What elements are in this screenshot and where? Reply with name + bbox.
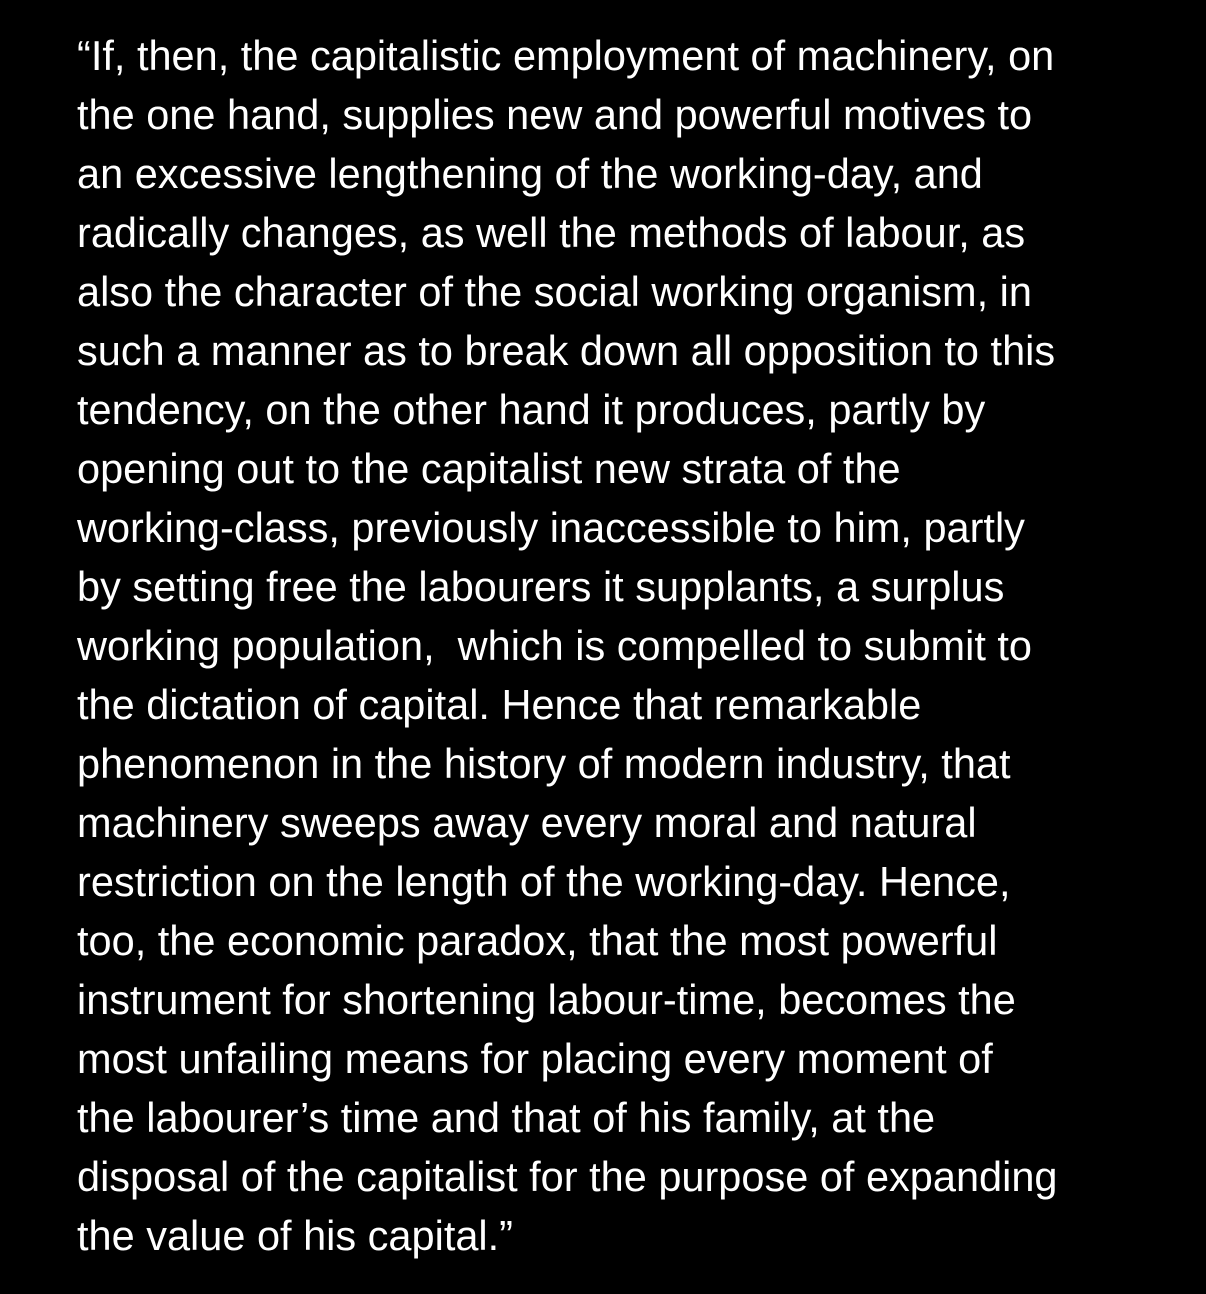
quote-line: too, the economic paradox, that the most powerful [77, 917, 998, 964]
quote-line: the one hand, supplies new and powerful motives to [77, 91, 1033, 138]
quote-line: most unfailing means for placing every moment of [77, 1035, 993, 1082]
quote-line: instrument for shortening labour-time, becomes the [77, 976, 1016, 1023]
quote-line: working population, which is compelled to submit to [77, 622, 1032, 669]
quote-line: the dictation of capital. Hence that remarkable [77, 681, 922, 728]
quote-line: machinery sweeps away every moral and natural [77, 799, 977, 846]
quote-line: the value of his capital.” [77, 1212, 513, 1259]
quote-line: radically changes, as well the methods of labour, as [77, 209, 1026, 256]
quote-line: “If, then, the capitalistic employment of machinery, on [77, 32, 1055, 79]
quote-line: an excessive lengthening of the working-day, and [77, 150, 983, 197]
quote-line: restriction on the length of the working-day. Hence, [77, 858, 1011, 905]
quote-line: also the character of the social working organism, in [77, 268, 1032, 315]
quote-line: by setting free the labourers it supplants, a surplus [77, 563, 1005, 610]
quote-line: disposal of the capitalist for the purpose of expanding [77, 1153, 1058, 1200]
quote-line: such a manner as to break down all opposition to this [77, 327, 1056, 374]
quote-line: tendency, on the other hand it produces, partly by [77, 386, 986, 433]
quote-line: opening out to the capitalist new strata of the [77, 445, 901, 492]
quote-line: working-class, previously inaccessible to him, partly [77, 504, 1025, 551]
quote-line: the labourer’s time and that of his family, at the [77, 1094, 936, 1141]
quote-line: phenomenon in the history of modern industry, that [77, 740, 1011, 787]
quote-text [77, 26, 1177, 1265]
